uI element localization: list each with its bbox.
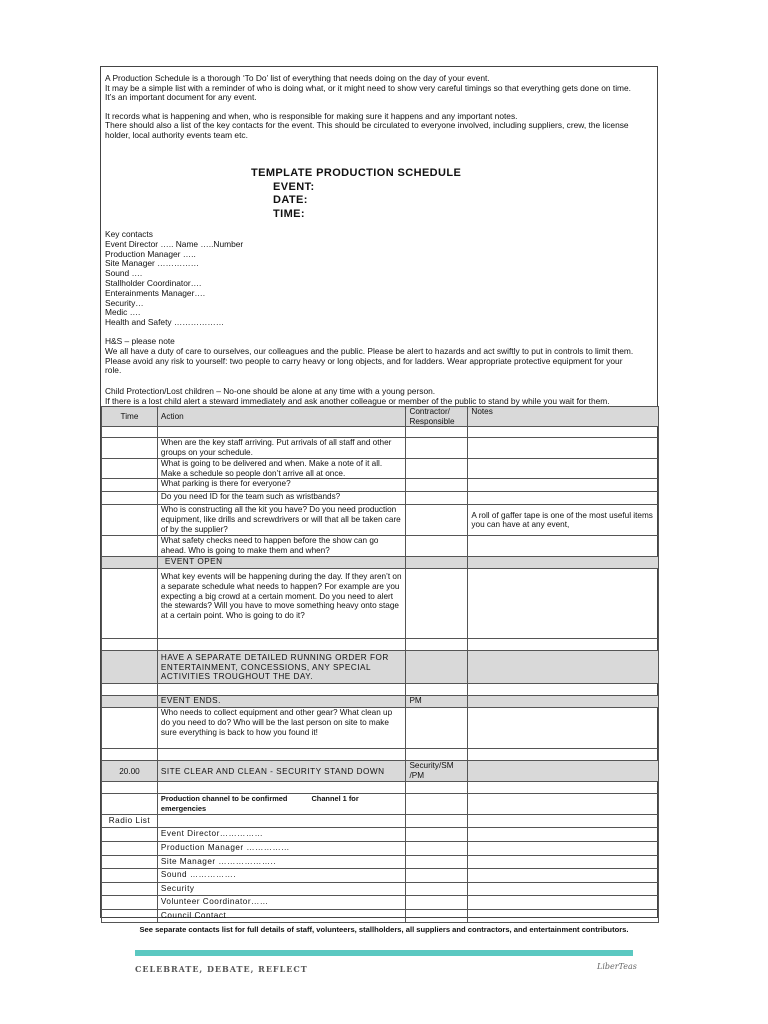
header-contractor: Contractor/ Responsible bbox=[406, 407, 468, 427]
action-cell: When are the key staff arriving. Put arrivals of all staff and other groups on your schedule. bbox=[157, 438, 406, 459]
health-safety-note bbox=[105, 337, 657, 376]
time-label: TIME: bbox=[273, 207, 305, 220]
table-row bbox=[102, 438, 659, 459]
responsible-cell: PM bbox=[406, 696, 468, 708]
table-row bbox=[102, 782, 659, 794]
table-row bbox=[102, 651, 659, 684]
production-channel: Production channel to be confirmed bbox=[160, 794, 288, 804]
hs-line: We all have a duty of care to ourselves, our colleagues and the public. Please be alert to hazards and act swiftly to put in controls to limit them. bbox=[105, 345, 634, 356]
table-row bbox=[102, 569, 659, 639]
action-cell: SITE CLEAR AND CLEAN - SECURITY STAND DOWN bbox=[157, 761, 406, 782]
notes-cell: A roll of gaffer tape is one of the most useful items you can have at any event, bbox=[468, 505, 659, 536]
running-order-cell: HAVE A SEPARATE DETAILED RUNNING ORDER FOR ENTERTAINMENT, CONCESSIONS, ANY SPECIAL ACTIVITIES TROUGHOUT THE DAY. bbox=[157, 651, 406, 684]
contact-line: Event Director ….. Name …..Number bbox=[105, 238, 244, 249]
hs-line: H&S – please note bbox=[105, 336, 175, 346]
page-title: TEMPLATE PRODUCTION SCHEDULE bbox=[251, 167, 462, 179]
radio-list-label: Radio List bbox=[102, 814, 158, 827]
table-row bbox=[102, 855, 659, 868]
table-row bbox=[102, 794, 659, 814]
table-header-row bbox=[102, 407, 659, 427]
intro-line: holder, local authority events team etc. bbox=[105, 129, 248, 140]
intro-line: It’s an important document for any event. bbox=[105, 92, 257, 103]
schedule-table bbox=[101, 406, 659, 923]
header-time: Time bbox=[102, 407, 158, 427]
table-row bbox=[102, 761, 659, 782]
action-cell: What is going to be delivered and when. Make a note of it all. Make a schedule so people don’t arrive all at once. bbox=[157, 459, 406, 479]
action-cell: What parking is there for everyone? bbox=[157, 479, 406, 492]
intro-line: It records what is happening and when, who is responsible for making sure it happens and any important notes. bbox=[105, 110, 518, 121]
cp-line: If there is a lost child alert a steward immediately and ask another colleague or member of the public to stand by while you wait for them. bbox=[105, 395, 610, 406]
emergency-channel: Channel 1 for emergencies bbox=[160, 794, 359, 813]
schedule-page bbox=[100, 66, 658, 918]
contacts-footnote: See separate contacts list for full details of staff, volunteers, stallholders, all suppliers and contractors, and entertainment contributors. bbox=[139, 925, 629, 934]
key-contacts bbox=[105, 230, 243, 328]
header-action: Action bbox=[157, 407, 406, 427]
contact-line: Site Manager …………… bbox=[105, 258, 200, 269]
radio-contact: Event Director…………… bbox=[157, 827, 406, 841]
action-cell: What safety checks need to happen before the show can go ahead. Who is going to make them and when? bbox=[157, 536, 406, 557]
contact-line: Medic …. bbox=[105, 307, 141, 318]
event-ends-cell: EVENT ENDS. bbox=[157, 696, 406, 708]
radio-contact: Volunteer Coordinator…… bbox=[157, 895, 406, 909]
date-label: DATE: bbox=[273, 194, 308, 206]
table-row bbox=[102, 708, 659, 749]
table-row bbox=[102, 536, 659, 557]
table-row bbox=[102, 505, 659, 536]
contact-line: Sound …. bbox=[105, 268, 143, 279]
hs-line: role. bbox=[105, 365, 122, 376]
radio-contact: Council Contact bbox=[157, 909, 406, 922]
intro-line: A Production Schedule is a thorough ‘To Do’ list of everything that needs doing on the day of your event. bbox=[105, 73, 490, 83]
title-block bbox=[251, 167, 461, 221]
event-label: EVENT: bbox=[273, 180, 315, 193]
radio-contact: Security bbox=[157, 882, 406, 895]
table-row bbox=[102, 909, 659, 922]
action-cell: Do you need ID for the team such as wristbands? bbox=[157, 492, 406, 505]
action-cell: Who needs to collect equipment and other gear? What clean up do you need to do? Who will be the last person on site to make sure everything is back to how you found it! bbox=[157, 708, 406, 749]
table-row bbox=[102, 749, 659, 761]
action-cell: Who is constructing all the kit you have? Do you need production equipment, like drills and screwdrivers or will that all be taken care of by the supplier? bbox=[157, 505, 406, 536]
intro-text bbox=[105, 74, 657, 141]
table-row bbox=[102, 895, 659, 909]
contact-line: Stallholder Coordinator…. bbox=[105, 277, 202, 288]
table-row bbox=[102, 841, 659, 855]
table-row bbox=[102, 639, 659, 651]
contact-line: Health and Safety ……………… bbox=[105, 317, 225, 328]
event-open-cell: EVENT OPEN bbox=[157, 557, 406, 569]
child-protection-note bbox=[105, 387, 657, 407]
table-row bbox=[102, 868, 659, 882]
header-notes: Notes bbox=[468, 407, 659, 427]
table-row bbox=[102, 492, 659, 505]
table-row bbox=[102, 427, 659, 438]
contact-line: Enterainments Manager…. bbox=[105, 287, 206, 298]
radio-contact: Production Manager …………… bbox=[157, 841, 406, 855]
intro-line: It may be a simple list with a reminder of who is doing what, or it might need to show very careful timings so that everything gets done on time. bbox=[105, 82, 632, 93]
table-row bbox=[102, 479, 659, 492]
brand-logo: LiberTeas bbox=[597, 962, 637, 971]
responsible-cell: Security/SM /PM bbox=[406, 761, 468, 782]
cp-line: Child Protection/Lost children – No-one should be alone at any time with a young person. bbox=[105, 386, 436, 396]
contact-line: Key contacts bbox=[105, 229, 153, 239]
footer-tagline: CELEBRATE, DEBATE, REFLECT bbox=[135, 964, 308, 974]
radio-contact: Sound ……………. bbox=[157, 868, 406, 882]
table-row bbox=[102, 696, 659, 708]
table-row bbox=[102, 684, 659, 696]
time-cell: 20.00 bbox=[102, 761, 158, 782]
contact-line: Security… bbox=[105, 297, 144, 308]
table-row bbox=[102, 459, 659, 479]
table-row bbox=[102, 814, 659, 827]
radio-contact: Site Manager ……………….. bbox=[157, 855, 406, 868]
intro-line: There should also a list of the key contacts for the event. This should be circulated to everyone involved, including suppliers, crew, the license bbox=[105, 120, 629, 131]
hs-line: Please avoid any risk to yourself: two people to carry heavy or long objects, and for ladders. Wear appropriate protective equipment for your bbox=[105, 355, 623, 366]
contact-line: Production Manager ….. bbox=[105, 248, 196, 259]
table-row bbox=[102, 557, 659, 569]
footer-divider bbox=[135, 950, 633, 956]
table-row bbox=[102, 882, 659, 895]
radio-channel-cell bbox=[157, 794, 406, 814]
table-row bbox=[102, 827, 659, 841]
action-cell: What key events will be happening during the day. If they aren’t on a separate schedule what needs to happen? For example are you expecting a big crowd at a certain moment. Do you need to alert the stewards? Will you have to move something heavy onto stage at a certain point. Who is going to do it? bbox=[157, 569, 406, 639]
